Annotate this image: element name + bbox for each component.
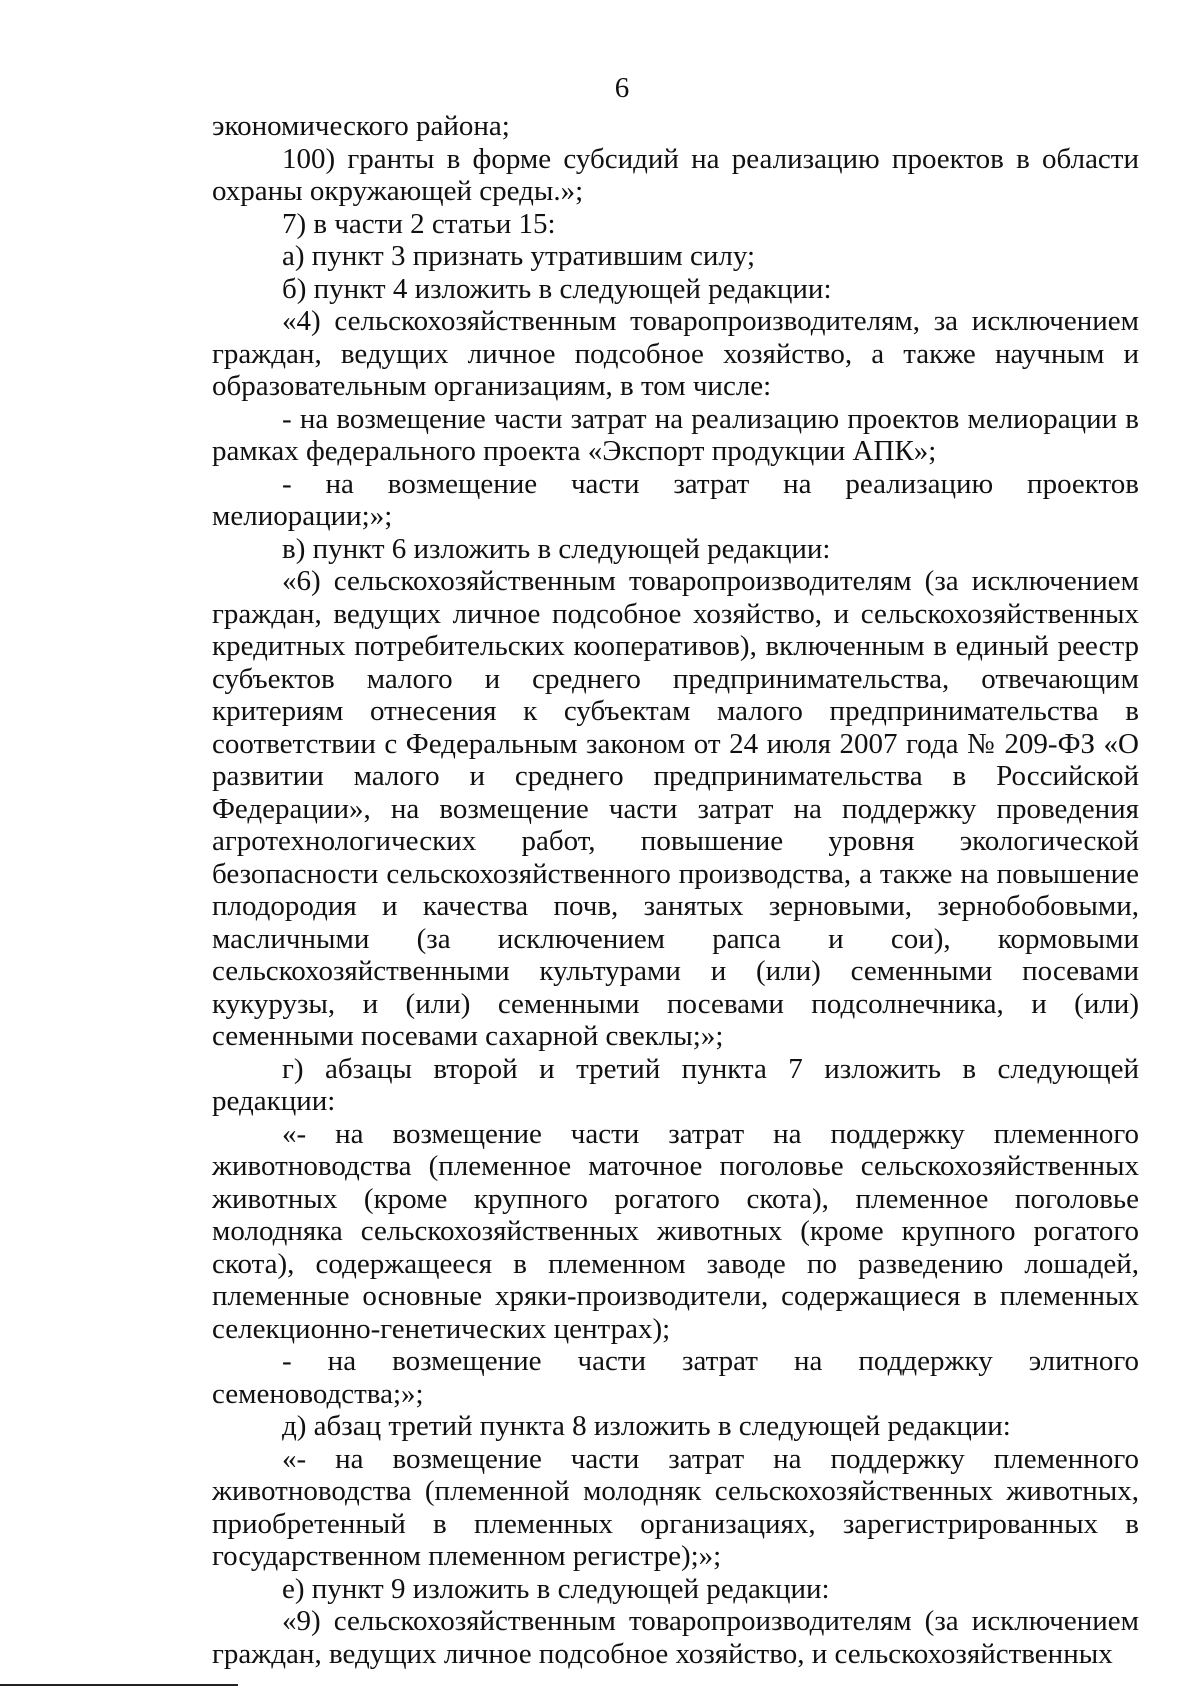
paragraph: «4) сельскохозяйственным товаропроизводителям, за исключением граждан, ведущих личное подсобное хозяйство, а также научным и образовательным организациям, в том числе: [212, 305, 1139, 402]
paragraph: - на возмещение части затрат на реализацию проектов мелиорации;»; [212, 467, 1139, 532]
paragraph: - на возмещение части затрат на поддержку элитного семеноводства;»; [212, 1345, 1139, 1410]
paragraph: «9) сельскохозяйственным товаропроизводителям (за исключением граждан, ведущих личное подсобное хозяйство, и сельскохозяйственных [212, 1605, 1139, 1670]
paragraph: - на возмещение части затрат на реализацию проектов мелиорации в рамках федерального проекта «Экспорт продукции АПК»; [212, 402, 1139, 467]
paragraph: экономического района; [212, 110, 510, 142]
paragraph: «6) сельскохозяйственным товаропроизводителям (за исключением граждан, ведущих личное подсобное хозяйство, и сельскохозяйственных кредитных потребительских кооперативов), включенным в единый реестр субъектов малого и среднего предпринимательства, отвечающим критериям отнесения к субъектам малого предпринимательства в соответствии с Федеральным законом от 24 июля 2007 года № 209-ФЗ «О развитии малого и среднего предпринимательства в Российской Федерации», на возмещение части затрат на поддержку проведения агротехнологических работ, повышение уровня экологической безопасности сельскохозяйственного производства, а также на повышение плодородия и качества почв, занятых зерновыми, зернобобовыми, масличными (за исключением рапса и сои), кормовыми сельскохозяйственными культурами и (или) семенными посевами кукурузы, и (или) семенными посевами подсолнечника, и (или) семенными посевами сахарной свеклы;»; [212, 565, 1139, 1052]
document-body [212, 110, 1139, 1670]
paragraph: «- на возмещение части затрат на поддержку племенного животноводства (племенной молодняк сельскохозяйственных животных, приобретенный в племенных организациях, зарегистрированных в государственном племенном регистре);»; [212, 1442, 1139, 1572]
paragraph: «- на возмещение части затрат на поддержку племенного животноводства (племенное маточное поголовье сельскохозяйственных животных (кроме крупного рогатого скота), племенное поголовье молодняка сельскохозяйственных животных (кроме крупного рогатого скота), содержащееся в племенном заводе по разведению лошадей, племенные основные хряки-производители, содержащиеся в племенных селекционно-генетических центрах); [212, 1117, 1139, 1345]
paragraph: 100) гранты в форме субсидий на реализацию проектов в области охраны окружающей среды.»; [212, 142, 1139, 207]
paragraph: д) абзац третий пункта 8 изложить в следующей редакции: [282, 1410, 1011, 1442]
paragraph: е) пункт 9 изложить в следующей редакции: [282, 1572, 830, 1605]
page-number: 6 [614, 72, 630, 104]
paragraph: б) пункт 4 изложить в следующей редакции: [282, 272, 832, 305]
paragraph: в) пункт 6 изложить в следующей редакции: [282, 532, 831, 565]
paragraph: 7) в части 2 статьи 15: [282, 207, 556, 240]
footer-rule [0, 1684, 238, 1686]
paragraph: г) абзацы второй и третий пункта 7 изложить в следующей редакции: [212, 1052, 1139, 1117]
paragraph: а) пункт 3 признать утратившим силу; [282, 240, 756, 272]
